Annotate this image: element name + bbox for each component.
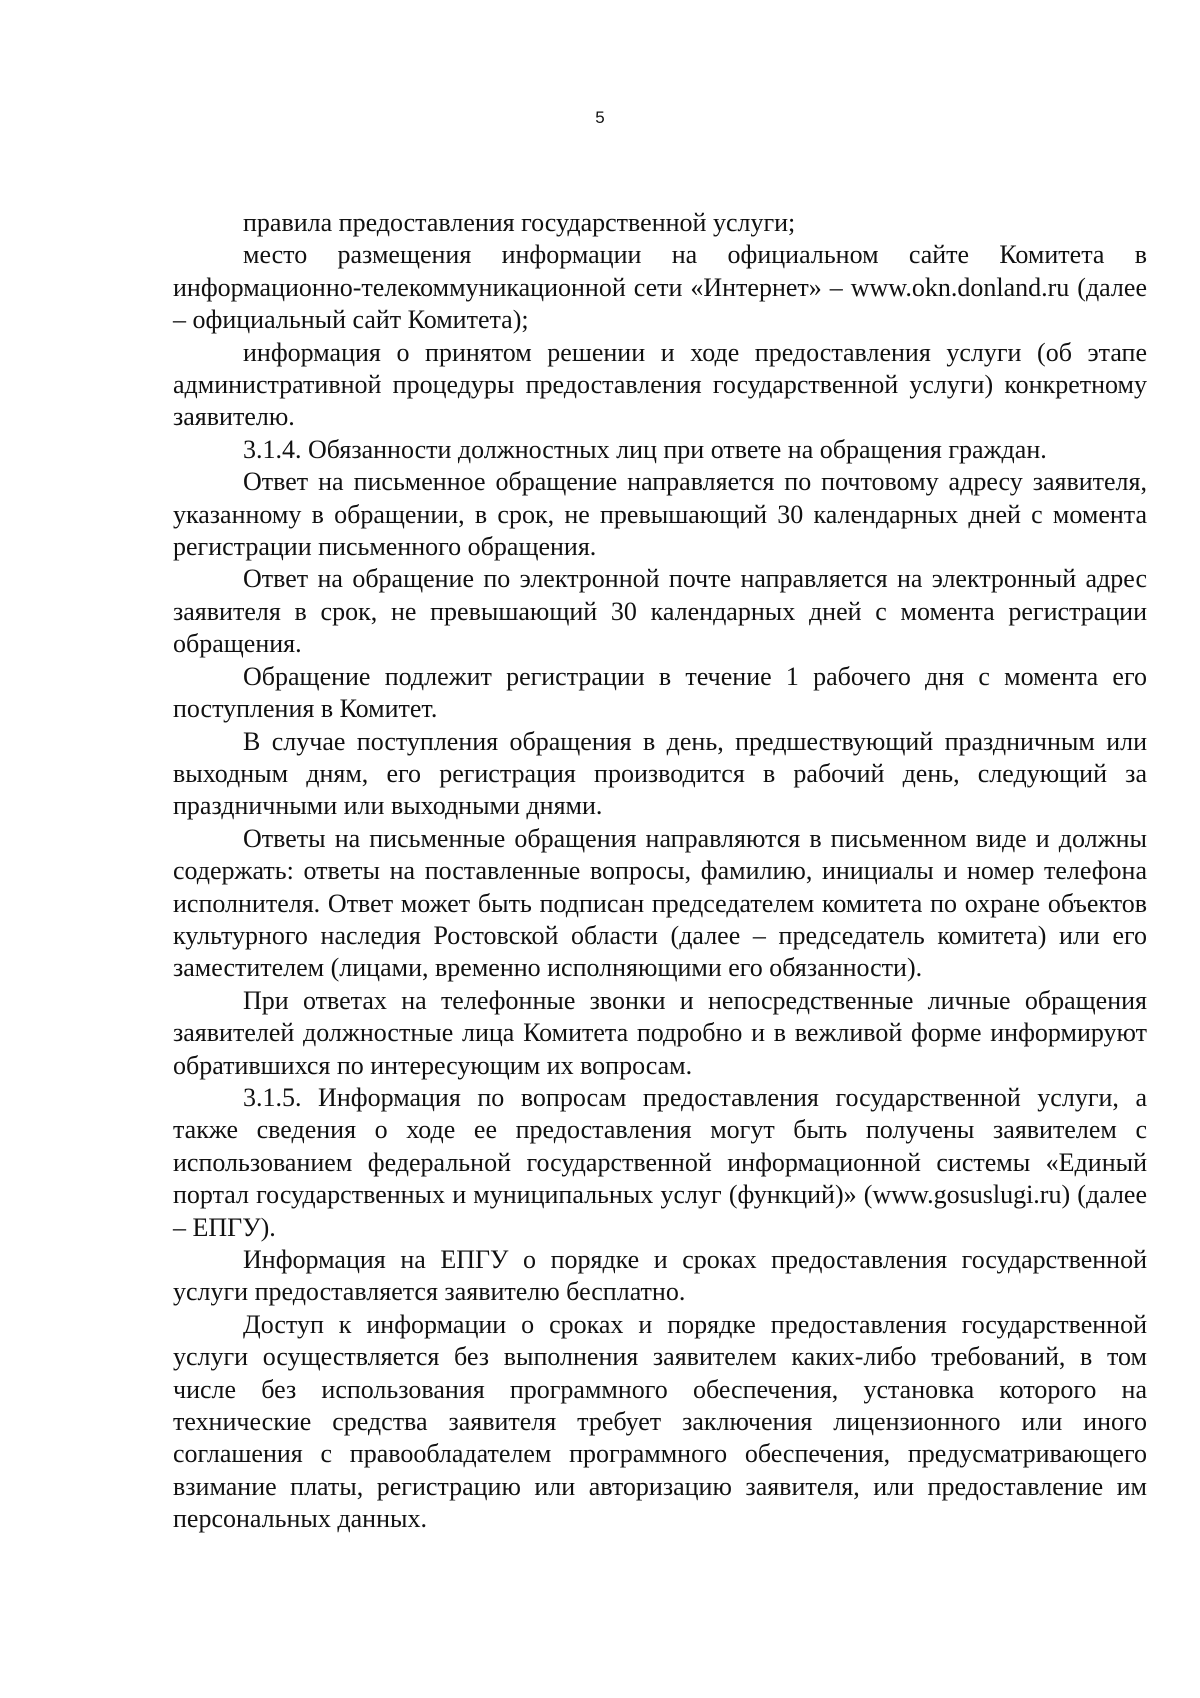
paragraph-holiday-registration: В случае поступления обращения в день, предшествующий праздничным или выходным дням, его регистрация производится в рабочий день, следующий за праздничными или выходными днями. [173,726,1147,821]
paragraph-email-response: Ответ на обращение по электронной почте направляется на электронный адрес заявителя в срок, не превышающий 30 календарных дней с момента регистрации обращения. [173,564,1147,659]
paragraph-access-requirements: Доступ к информации о сроках и порядке предоставления государственной услуги осуществляется без выполнения заявителем каких-либо требований, в том числе без использования программного обеспечения, установка которого на технические средства заявителя требует заключения лицензионного или иного соглашения с правообладателем программного обеспечения, предусматривающего взимание платы, регистрацию или авторизацию заявителя, или предоставление им персональных данных. [173,1309,1147,1534]
paragraph-epgu-free: Информация на ЕПГУ о порядке и сроках предоставления государственной услуги предоставляется заявителю бесплатно. [173,1245,1147,1307]
page-number: 5 [595,108,605,127]
paragraph-section-3-1-5: 3.1.5. Информация по вопросам предоставления государственной услуги, а также сведения о ходе ее предоставления могут быть получены заявителем с использованием федеральной государственной информационной системы «Единый портал государственных и муниципальных услуг (функций)» (www.gosuslugi.ru) (далее – ЕПГУ). [173,1082,1147,1242]
paragraph-website-info: место размещения информации на официальном сайте Комитета в информационно-телекоммуникационной сети «Интернет» – www.okn.donland.ru (далее – официальный сайт Комитета); [173,240,1147,335]
paragraph-decision-info: информация о принятом решении и ходе предоставления услуги (об этапе административной процедуры предоставления государственной услуги) конкретному заявителю. [173,337,1147,432]
paragraph-section-3-1-4: 3.1.4. Обязанности должностных лиц при ответе на обращения граждан. [243,434,1047,464]
paragraph-phone-calls: При ответах на телефонные звонки и непосредственные личные обращения заявителей должностные лица Комитета подробно и в вежливой форме информируют обратившихся по интересующим их вопросам. [173,985,1147,1080]
paragraph-response-content: Ответы на письменные обращения направляются в письменном виде и должны содержать: ответы на поставленные вопросы, фамилию, инициалы и номер телефона исполнителя. Ответ может быть подписан председателем комитета по охране объектов культурного наследия Ростовской области (далее – председатель комитета) или его заместителем (лицами, временно исполняющими его обязанности). [173,823,1147,983]
paragraph-written-response: Ответ на письменное обращение направляется по почтовому адресу заявителя, указанному в обращении, в срок, не превышающий 30 календарных дней с момента регистрации письменного обращения. [173,467,1147,562]
paragraph-registration: Обращение подлежит регистрации в течение 1 рабочего дня с момента его поступления в Комитет. [173,661,1147,724]
document-body [173,207,1147,1536]
paragraph-service-rules: правила предоставления государственной услуги; [243,208,796,237]
